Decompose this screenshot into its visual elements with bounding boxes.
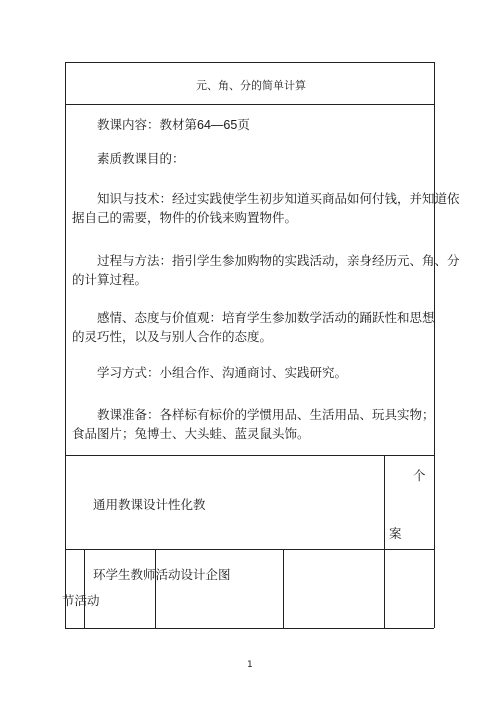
title-row-divider xyxy=(65,104,434,105)
design-main-text: 通用教课设计性化教 xyxy=(93,497,206,512)
activity-col-divider-2 xyxy=(155,549,156,628)
prep-line-2: 食品图片；兔博士、大头蛙、蓝灵鼠头饰。 xyxy=(72,426,310,441)
emotion-line-1: 感情、态度与价值观：培育学生参加数学活动的踊跃性和思想 xyxy=(97,310,435,325)
info-row-divider xyxy=(65,455,434,456)
activity-left-label: 节活动 xyxy=(62,593,100,608)
activity-col-divider-3 xyxy=(283,549,284,628)
lesson-title: 元、角、分的简单计算 xyxy=(196,79,306,92)
content-pages: 64—65 xyxy=(197,118,238,132)
goals-heading: 素质教课目的： xyxy=(97,151,185,166)
table-left-border xyxy=(65,62,66,628)
page-number: 1 xyxy=(247,660,253,670)
design-right-top: 个 xyxy=(413,468,426,483)
knowledge-line-2: 据自己的需要，物件的价钱来购置物件。 xyxy=(72,210,298,225)
content-line xyxy=(97,116,250,134)
design-right-bottom: 案 xyxy=(389,526,402,541)
prep-line-1: 教课准备：各样标有标价的学惯用品、生活用品、玩具实物； xyxy=(97,407,435,422)
study-method: 学习方式：小组合作、沟通商讨、实践研究。 xyxy=(97,365,348,380)
design-row-divider xyxy=(65,549,434,550)
table-bottom-border xyxy=(65,628,434,629)
table-right-border xyxy=(434,62,435,628)
knowledge-line-1: 知识与技术：经过实践使学生初步知道买商品如何付钱，并知道依 xyxy=(97,191,460,206)
process-line-1: 过程与方法：指引学生参加购物的实践活动，亲身经历元、角、分 xyxy=(97,253,460,268)
activity-header: 环学生教师活动设计企图 xyxy=(93,567,231,582)
content-label: 教课内容：教材第 xyxy=(97,117,198,132)
design-row-col-divider xyxy=(384,455,385,628)
process-line-2: 的计算过程。 xyxy=(72,272,148,287)
table-top-border xyxy=(65,62,434,63)
emotion-line-2: 的灵巧性，以及与别人合作的态度。 xyxy=(72,329,273,344)
content-suffix: 页 xyxy=(237,117,250,132)
activity-col-divider-1 xyxy=(84,549,85,628)
